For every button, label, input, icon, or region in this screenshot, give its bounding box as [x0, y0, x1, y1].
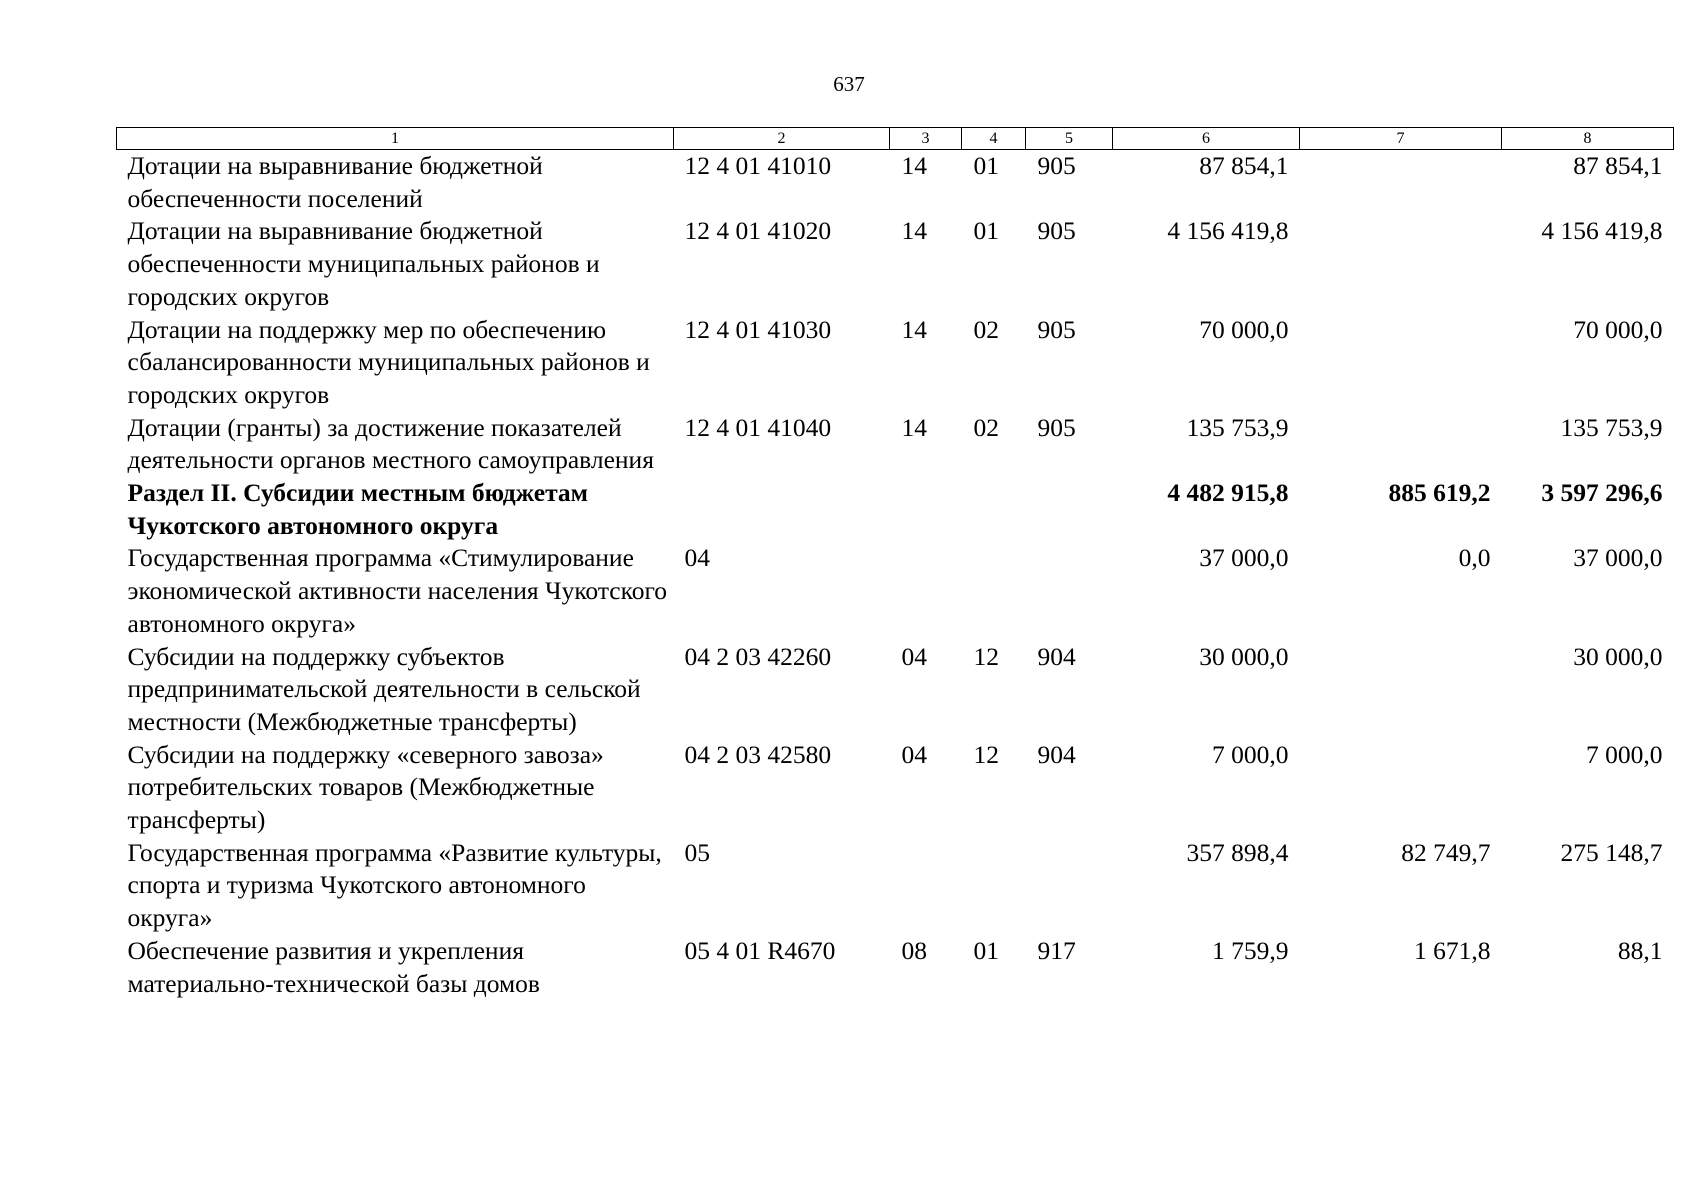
- row-code: 05 4 01 R4670: [684, 935, 836, 965]
- table-row: [117, 837, 1674, 935]
- row-section: [890, 477, 962, 542]
- row-total: 7 000,0: [1212, 739, 1289, 769]
- column-header: 5: [1026, 128, 1113, 150]
- column-header: 1: [117, 128, 674, 150]
- row-regional: 4 156 419,8: [1541, 216, 1663, 246]
- row-total: 357 898,4: [1186, 837, 1289, 867]
- row-subsection: [962, 542, 1026, 640]
- row-section: 04: [901, 739, 927, 769]
- row-name: Государственная программа «Стимулирование экономической активности населения Чукотского автономного округа»: [127, 543, 668, 638]
- row-administrator: 904: [1037, 641, 1076, 671]
- row-regional: 70 000,0: [1573, 314, 1663, 344]
- column-number-header: [117, 128, 1674, 150]
- row-federal: [1300, 314, 1502, 412]
- row-regional: 135 753,9: [1560, 412, 1663, 442]
- row-name: Субсидии на поддержку субъектов предпринимательской деятельности в сельской местности (Межбюджетные трансферты): [127, 641, 641, 736]
- table-row: [117, 641, 1674, 739]
- row-section: 08: [901, 935, 927, 965]
- row-name: Дотации на поддержку мер по обеспечению сбалансированности муниципальных районов и городских округов: [127, 314, 650, 409]
- column-header: 7: [1300, 128, 1502, 150]
- row-code: 12 4 01 41030: [684, 314, 832, 344]
- table-row: [117, 215, 1674, 313]
- row-code: 04 2 03 42580: [684, 739, 832, 769]
- row-total: 135 753,9: [1186, 412, 1289, 442]
- row-federal: [1300, 641, 1502, 739]
- row-federal: [1300, 739, 1502, 837]
- row-federal: 1 671,8: [1414, 935, 1491, 965]
- row-regional: 87 854,1: [1573, 151, 1663, 180]
- row-total: 4 482 915,8: [1167, 478, 1289, 508]
- row-name: Дотации на выравнивание бюджетной обеспеченности муниципальных районов и городских округов: [127, 216, 600, 311]
- row-code: 05: [684, 837, 710, 867]
- row-subsection: 01: [973, 935, 999, 965]
- row-regional: 275 148,7: [1560, 837, 1663, 867]
- column-header: 4: [962, 128, 1026, 150]
- row-section: 04: [901, 641, 927, 671]
- row-regional: 3 597 296,6: [1541, 478, 1663, 508]
- table-row: [117, 412, 1674, 477]
- row-federal: [1300, 412, 1502, 477]
- row-administrator: 917: [1037, 935, 1076, 965]
- row-subsection: 01: [973, 216, 999, 246]
- row-total: 30 000,0: [1199, 641, 1289, 671]
- row-regional: 37 000,0: [1573, 543, 1663, 573]
- column-header: 2: [674, 128, 890, 150]
- row-name: Обеспечение развития и укрепления материально-технической базы домов: [127, 935, 540, 998]
- row-total: 70 000,0: [1199, 314, 1289, 344]
- row-regional: 7 000,0: [1586, 739, 1663, 769]
- row-code: 12 4 01 41040: [684, 412, 832, 442]
- row-code: 12 4 01 41020: [684, 216, 832, 246]
- row-administrator: 904: [1037, 739, 1076, 769]
- row-code: 04: [684, 543, 710, 573]
- row-subsection: 02: [973, 412, 999, 442]
- row-federal: [1300, 215, 1502, 313]
- row-name: Раздел II. Субсидии местным бюджетам Чукотского автономного округа: [127, 478, 589, 540]
- row-regional: 30 000,0: [1573, 641, 1663, 671]
- row-administrator: 905: [1037, 314, 1076, 344]
- row-section: [890, 837, 962, 935]
- row-administrator: 905: [1037, 216, 1076, 246]
- row-administrator: [1026, 542, 1113, 640]
- section-heading-row: [117, 477, 1674, 542]
- row-subsection: 12: [973, 641, 999, 671]
- row-section: 14: [901, 151, 927, 180]
- page-number: 637: [833, 72, 865, 96]
- column-header: 6: [1113, 128, 1300, 150]
- row-total: 4 156 419,8: [1167, 216, 1289, 246]
- row-section: 14: [901, 412, 927, 442]
- row-federal: 0,0: [1458, 543, 1491, 573]
- row-subsection: [962, 837, 1026, 935]
- table-row: [117, 542, 1674, 640]
- table-row: [117, 314, 1674, 412]
- table-row: [117, 150, 1674, 216]
- row-name: Субсидии на поддержку «северного завоза» потребительских товаров (Межбюджетные трансферты): [127, 739, 604, 835]
- column-header: 8: [1502, 128, 1674, 150]
- row-total: 1 759,9: [1212, 935, 1289, 965]
- row-name: Дотации на выравнивание бюджетной обеспеченности поселений: [127, 151, 543, 213]
- table-row: [117, 935, 1674, 1000]
- row-section: [890, 542, 962, 640]
- row-subsection: 12: [973, 739, 999, 769]
- row-federal: 82 749,7: [1401, 837, 1491, 867]
- row-code: 12 4 01 41010: [684, 151, 832, 180]
- column-header: 3: [890, 128, 962, 150]
- row-administrator: [1026, 837, 1113, 935]
- table-row: [117, 739, 1674, 837]
- row-administrator: [1026, 477, 1113, 542]
- row-federal: 885 619,2: [1388, 478, 1491, 508]
- row-code: [674, 477, 890, 542]
- row-section: 14: [901, 314, 927, 344]
- row-total: 87 854,1: [1199, 151, 1289, 180]
- row-name: Государственная программа «Развитие культуры, спорта и туризма Чукотского автономного округа»: [127, 837, 662, 933]
- row-total: 37 000,0: [1199, 543, 1289, 573]
- row-administrator: 905: [1037, 412, 1076, 442]
- row-federal: [1300, 150, 1502, 216]
- row-name: Дотации (гранты) за достижение показателей деятельности органов местного самоуправления: [127, 412, 654, 475]
- row-section: 14: [901, 216, 927, 246]
- row-subsection: [962, 477, 1026, 542]
- row-administrator: 905: [1037, 151, 1076, 180]
- budget-table: [116, 127, 1674, 1000]
- row-code: 04 2 03 42260: [684, 641, 832, 671]
- row-subsection: 02: [973, 314, 999, 344]
- row-subsection: 01: [973, 151, 999, 180]
- row-regional: 88,1: [1617, 935, 1663, 965]
